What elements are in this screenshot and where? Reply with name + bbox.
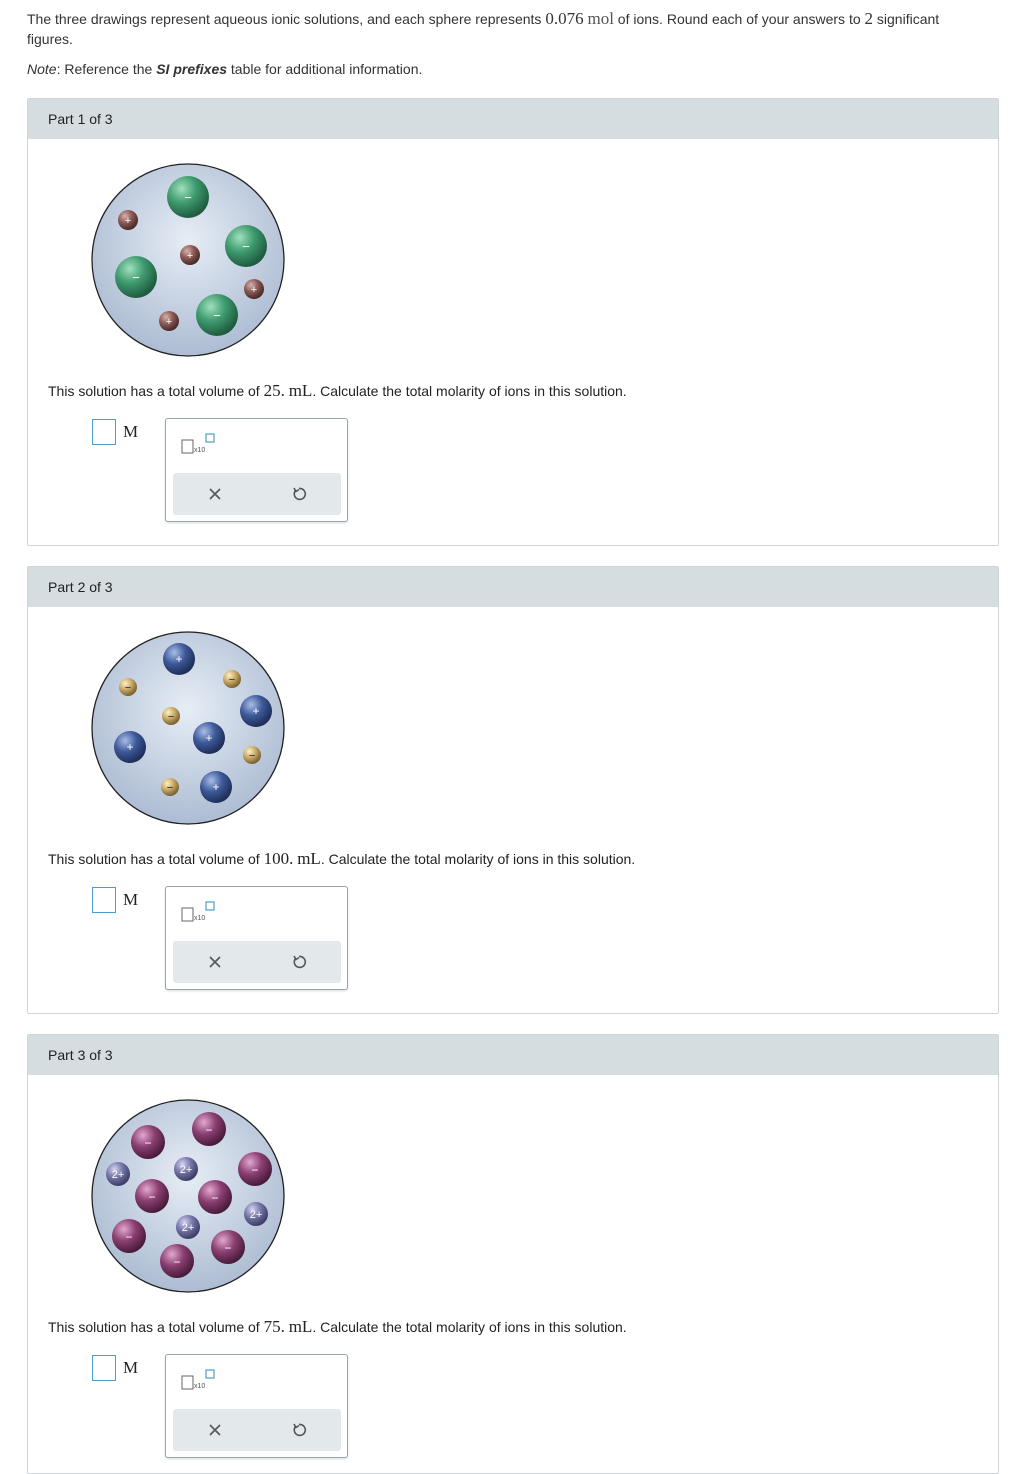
math-tool-panel	[165, 886, 348, 990]
svg-text:−: −	[228, 674, 236, 686]
svg-text:+: +	[175, 652, 183, 666]
ion-solution-diagram	[90, 1099, 286, 1295]
svg-text:−: −	[242, 239, 250, 254]
cation-sphere	[244, 1202, 268, 1226]
volume-unit: mL	[288, 1317, 313, 1336]
cation-sphere	[240, 695, 272, 727]
svg-text:+: +	[212, 780, 220, 794]
svg-text:2+: 2+	[111, 1169, 125, 1181]
anion-sphere	[115, 256, 157, 298]
svg-text:x10: x10	[194, 915, 206, 922]
anion-sphere	[112, 1219, 146, 1253]
svg-text:−: −	[184, 190, 192, 205]
mol-unit: mol	[587, 9, 614, 28]
clear-button[interactable]	[173, 1409, 257, 1451]
anion-sphere	[161, 778, 179, 796]
svg-text:2+: 2+	[249, 1209, 263, 1221]
cation-sphere	[114, 731, 146, 763]
svg-text:2+: 2+	[179, 1164, 193, 1176]
cation-sphere	[200, 771, 232, 803]
tool-actions-bar	[173, 473, 341, 515]
close-icon	[208, 955, 222, 969]
part-1-panel	[27, 98, 999, 546]
answer-input[interactable]	[92, 1355, 116, 1381]
tool-actions-bar	[173, 1409, 341, 1451]
anion-sphere	[243, 746, 261, 764]
anion-sphere	[196, 294, 238, 336]
cation-sphere	[176, 1215, 200, 1239]
volume-unit: mL	[288, 381, 313, 400]
svg-text:x10: x10	[194, 1383, 206, 1390]
molarity-unit: M	[123, 890, 139, 909]
cation-sphere	[106, 1162, 130, 1186]
svg-text:+: +	[205, 731, 213, 745]
svg-text:+: +	[252, 704, 260, 718]
svg-text:−: −	[224, 1241, 232, 1255]
undo-icon	[291, 954, 307, 970]
clear-button[interactable]	[173, 941, 257, 983]
close-icon	[208, 1423, 222, 1437]
svg-text:+: +	[126, 740, 134, 754]
undo-button[interactable]	[257, 473, 341, 515]
anion-sphere	[223, 670, 241, 688]
question-text: This solution has a total volume of 100. mL. Calculate the total molarity of ions in this solution.	[48, 849, 636, 868]
answer-input[interactable]	[92, 419, 116, 445]
part-header: Part 1 of 3	[28, 99, 998, 139]
close-icon	[208, 487, 222, 501]
undo-button[interactable]	[257, 1409, 341, 1451]
svg-text:−: −	[167, 711, 175, 723]
anion-sphere	[225, 225, 267, 267]
anion-sphere	[238, 1152, 272, 1186]
cation-sphere	[159, 311, 179, 331]
anion-sphere	[198, 1180, 232, 1214]
ion-solution-diagram	[90, 631, 286, 827]
cation-sphere	[180, 245, 200, 265]
si-prefixes-link[interactable]: SI prefixes	[156, 61, 228, 77]
svg-text:−: −	[144, 1136, 152, 1150]
cation-sphere	[244, 279, 264, 299]
svg-text:+: +	[165, 316, 173, 328]
anion-sphere	[167, 176, 209, 218]
svg-text:−: −	[132, 270, 140, 285]
part-2-panel	[27, 566, 999, 1014]
svg-text:−: −	[166, 782, 174, 794]
x10-exponent-button[interactable]	[180, 433, 220, 457]
svg-text:−: −	[125, 1230, 133, 1244]
cation-sphere	[174, 1157, 198, 1181]
svg-text:+: +	[186, 250, 194, 262]
math-tool-panel	[165, 418, 348, 522]
anion-sphere	[162, 707, 180, 725]
anion-sphere	[135, 1179, 169, 1213]
math-tool-panel	[165, 1354, 348, 1458]
question-text: This solution has a total volume of 75. mL. Calculate the total molarity of ions in this solution.	[48, 1317, 627, 1336]
anion-sphere	[160, 1244, 194, 1278]
anion-sphere	[211, 1230, 245, 1264]
undo-button[interactable]	[257, 941, 341, 983]
part-header: Part 2 of 3	[28, 567, 998, 607]
svg-text:−: −	[211, 1191, 219, 1205]
intro-text: The three drawings represent aqueous ionic solutions, and each sphere represents 0.076 mol of ions. Round each of your answers to 2 significant figures.	[27, 9, 940, 47]
svg-text:x10: x10	[194, 447, 206, 454]
x10-exponent-button[interactable]	[180, 901, 220, 925]
part-header: Part 3 of 3	[28, 1035, 998, 1075]
part-3-panel	[27, 1034, 999, 1474]
svg-text:2+: 2+	[181, 1222, 195, 1234]
mol-amount: 0.076	[545, 9, 584, 28]
answer-input[interactable]	[92, 887, 116, 913]
undo-icon	[291, 486, 307, 502]
ion-solution-diagram	[90, 163, 286, 359]
volume-unit: mL	[297, 849, 321, 868]
clear-button[interactable]	[173, 473, 257, 515]
svg-text:−: −	[148, 1190, 156, 1204]
note-label: Note	[27, 61, 57, 77]
sigfig-count: 2	[864, 9, 874, 28]
anion-sphere	[192, 1112, 226, 1146]
svg-text:+: +	[250, 284, 258, 296]
volume-value: 25.	[263, 381, 285, 400]
x10-exponent-button[interactable]	[180, 1369, 220, 1393]
molarity-unit: M	[123, 422, 139, 441]
cation-sphere	[163, 643, 195, 675]
svg-text:−: −	[248, 750, 256, 762]
note-text: Note: Reference the SI prefixes table for additional information.	[27, 61, 423, 77]
cation-sphere	[193, 722, 225, 754]
anion-sphere	[119, 678, 137, 696]
svg-text:−: −	[173, 1255, 181, 1269]
molarity-unit: M	[123, 1358, 139, 1377]
anion-sphere	[131, 1125, 165, 1159]
svg-text:−: −	[205, 1123, 213, 1137]
volume-value: 100.	[263, 849, 294, 868]
volume-value: 75.	[263, 1317, 285, 1336]
cation-sphere	[118, 210, 138, 230]
svg-text:−: −	[213, 308, 221, 323]
svg-text:+: +	[124, 215, 132, 227]
undo-icon	[291, 1422, 307, 1438]
svg-text:−: −	[124, 682, 132, 694]
tool-actions-bar	[173, 941, 341, 983]
svg-text:−: −	[251, 1163, 259, 1177]
question-text: This solution has a total volume of 25. mL. Calculate the total molarity of ions in this solution.	[48, 381, 627, 400]
